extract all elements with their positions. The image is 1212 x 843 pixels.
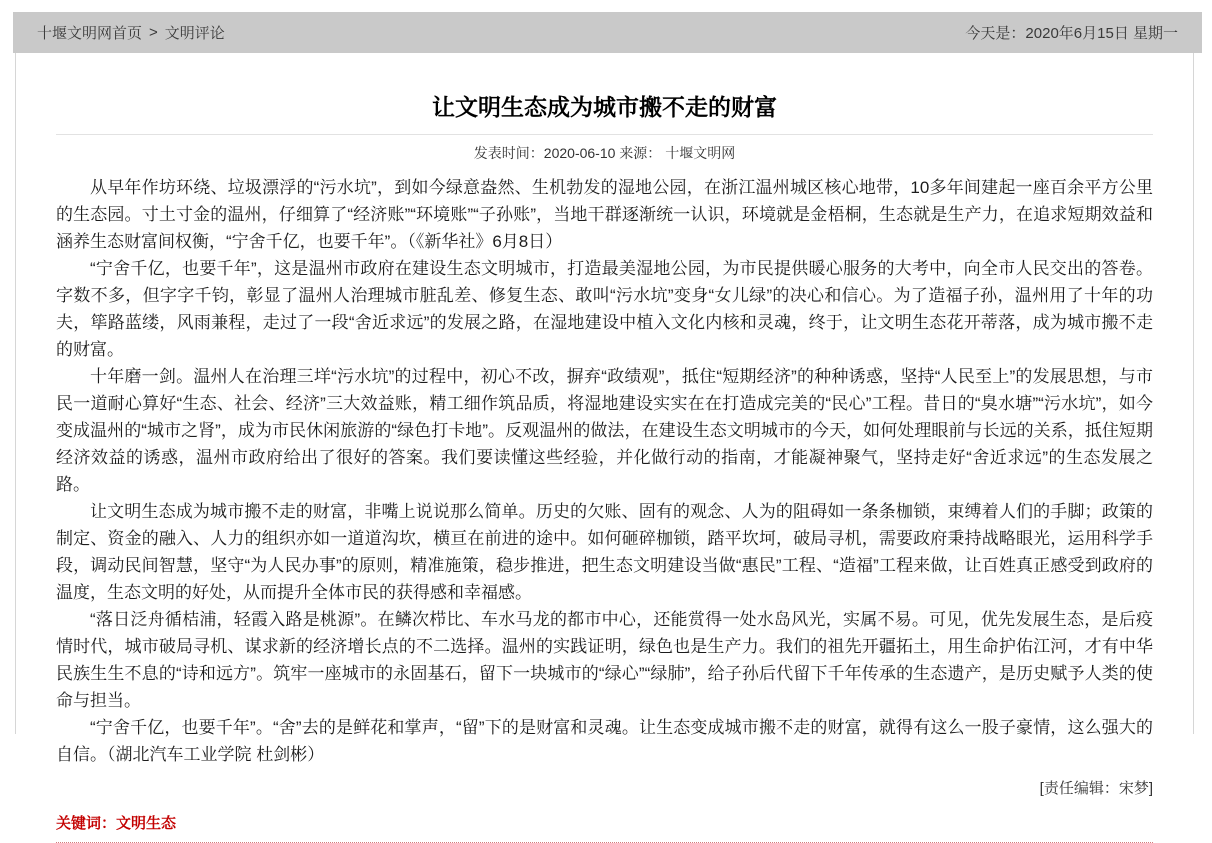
keywords-label: 关键词： [56, 815, 117, 832]
publish-meta: 发表时间：2020-06-10 来源： 十堰文明网 [473, 145, 736, 161]
breadcrumb-section-link[interactable]: 文明评论 [164, 25, 225, 42]
today-date: 今天是：2020年6月15日 星期一 [965, 25, 1178, 42]
article-paragraph: 从早年作坊环绕、垃圾漂浮的“污水坑”，到如今绿意盎然、生机勃发的湿地公园，在浙江温州城区核心地带，10多年间建起一座百余平方公里的生态园。寸土寸金的温州，仔细算了“经济账”“环境账”“子孙账”，当地干群逐渐统一认识，环境就是金梧桐，生态就是生产力，在追求短期效益和涵养生态财富间权衡，“宁舍千亿，也要千年”。（《新华社》6月8日） [56, 178, 1153, 251]
article-body [56, 174, 1153, 768]
breadcrumb-home-link[interactable]: 十堰文明网首页 [37, 25, 143, 42]
keywords-bar [56, 812, 1153, 843]
topbar [13, 12, 1202, 53]
article-paragraph: “落日泛舟循桔浦，轻霞入路是桃源”。在鳞次栉比、车水马龙的都市中心，还能赏得一处水岛风光，实属不易。可见，优先发展生态，是后疫情时代，城市破局寻机、谋求新的经济增长点的不二选择。温州的实践证明，绿色也是生产力。我们的祖先开疆拓土，用生命护佑江河，才有中华民族生生不息的“诗和远方”。筑牢一座城市的永固基石，留下一块城市的“绿心”“绿肺”，给子孙后代留下千年传承的生态遗产，是历史赋予人类的使命与担当。 [56, 610, 1153, 710]
article-paragraph: 十年磨一剑。温州人在治理三垟“污水坑”的过程中，初心不改，摒弃“政绩观”，抵住“短期经济”的种种诱惑，坚持“人民至上”的发展思想，与市民一道耐心算好“生态、社会、经济”三大效益账，精工细作筑品质，将湿地建设实实在在打造成完美的“民心”工程。昔日的“臭水塘”“污水坑”，如今变成温州的“城市之肾”，成为市民休闲旅游的“绿色打卡地”。反观温州的做法，在建设生态文明城市的今天，如何处理眼前与长远的关系，抵住短期经济效益的诱惑，温州市政府给出了很好的答案。我们要读懂这些经验，并化做行动的指南，才能凝神聚气，坚持走好“舍近求远”的生态发展之路。 [56, 367, 1153, 494]
article-paragraph: “宁舍千亿，也要千年”。“舍”去的是鲜花和掌声，“留”下的是财富和灵魂。让生态变成城市搬不走的财富，就得有这么一股子豪情，这么强大的自信。（湖北汽车工业学院 杜剑彬） [56, 718, 1153, 764]
article-title: 让文明生态成为城市搬不走的财富 [432, 94, 777, 120]
article-paragraph: “宁舍千亿，也要千年”，这是温州市政府在建设生态文明城市，打造最美湿地公园，为市民提供暖心服务的大考中，向全市人民交出的答卷。字数不多，但字字千钧，彰显了温州人治理城市脏乱差、修复生态、敢叫“污水坑”变身“女儿绿”的决心和信心。为了造福子孙，温州用了十年的功夫，筚路蓝缕，风雨兼程，走过了一段“舍近求远”的发展之路，在湿地建设中植入文化内核和灵魂，终于，让文明生态花开蒂落，成为城市搬不走的财富。 [56, 259, 1153, 359]
editor-note: [责任编辑：宋梦] [1039, 780, 1153, 797]
article-container [15, 53, 1194, 832]
breadcrumb-separator: > [149, 24, 158, 41]
breadcrumb [37, 22, 225, 43]
keyword-link[interactable]: 文明生态 [116, 815, 177, 832]
article-paragraph: 让文明生态成为城市搬不走的财富，非嘴上说说那么简单。历史的欠账、固有的观念、人为的阻碍如一条条枷锁，束缚着人们的手脚；政策的制定、资金的融入、人力的组织亦如一道道沟坎，横亘在前进的途中。如何砸碎枷锁，踏平坎坷，破局寻机，需要政府秉持战略眼光，运用科学手段，调动民间智慧，坚守“为人民办事”的原则，精准施策，稳步推进，把生态文明建设当做“惠民”工程、“造福”工程来做，让百姓真正感受到政府的温度，生态文明的好处，从而提升全体市民的获得感和幸福感。 [56, 502, 1153, 602]
